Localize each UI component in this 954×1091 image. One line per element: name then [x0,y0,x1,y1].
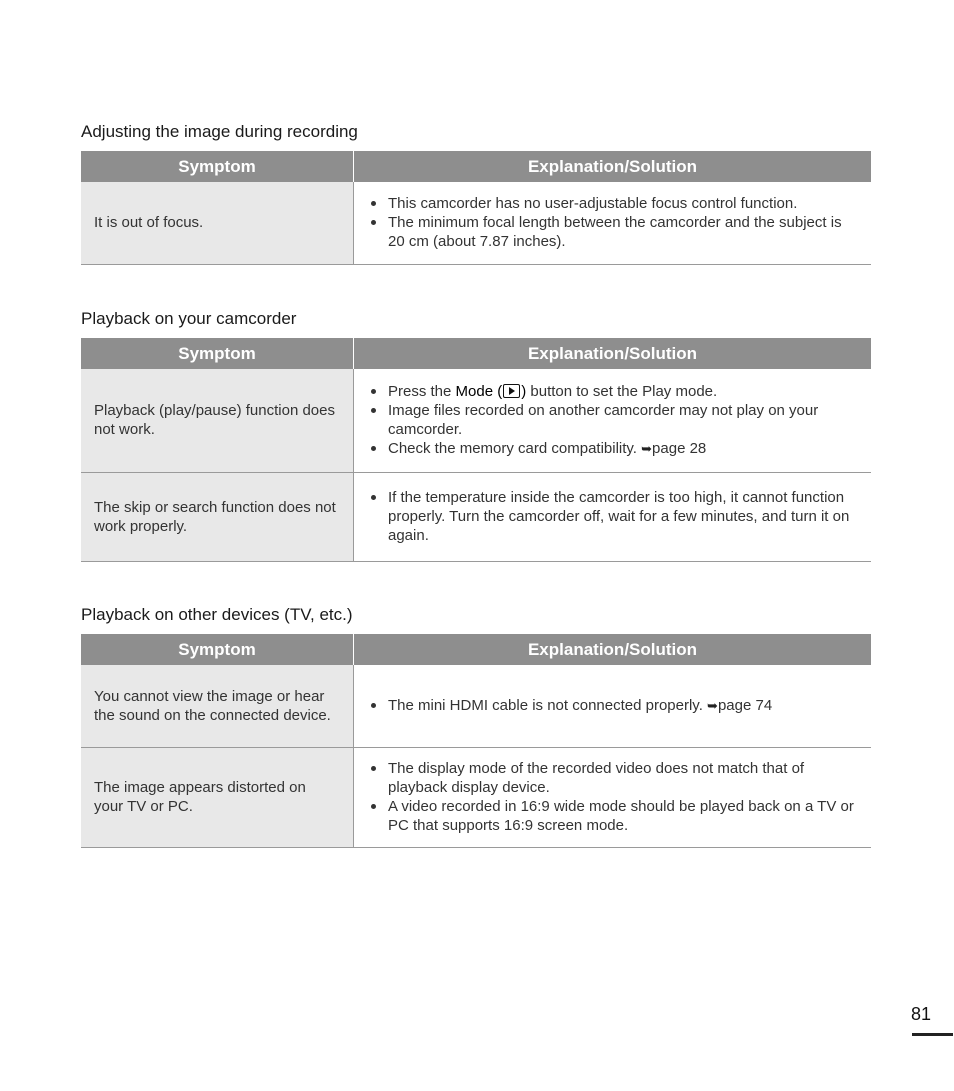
section-title-recording: Adjusting the image during recording [81,122,358,141]
table-row [81,665,871,747]
table-header-row [81,338,871,369]
solution-cell [354,747,872,847]
solution-item: A video recorded in 16:9 wide mode should be played back on a TV or PC that supports 16:9 screen mode. [369,797,860,835]
solution-list [355,759,870,835]
troubleshooting-table-playback-camcorder [81,338,871,562]
solution-item: The display mode of the recorded video does not match that of playback display device. [369,759,860,797]
solution-cell [354,472,872,561]
symptom-column-header: Symptom [81,151,354,182]
table-row [81,472,871,561]
solution-cell [354,182,872,264]
symptom-cell: It is out of focus. [81,182,354,264]
solution-item [369,382,860,401]
table-header-row [81,151,871,182]
solution-item: This camcorder has no user-adjustable focus control function. [369,194,860,213]
solution-item: The minimum focal length between the camcorder and the subject is 20 cm (about 7.87 inches). [369,213,860,251]
symptom-column-header: Symptom [81,634,354,665]
solution-list [355,696,870,715]
solution-column-header: Explanation/Solution [354,338,872,369]
solution-text: Press the [388,383,456,401]
symptom-column-header: Symptom [81,338,354,369]
solution-item: If the temperature inside the camcorder is too high, it cannot function properly. Turn the camcorder off, wait for a few minutes, and turn it on again. [369,488,860,545]
page-reference: page 74 [717,697,773,715]
table-row [81,182,871,264]
section-title-playback-other-devices: Playback on other devices (TV, etc.) [81,605,353,624]
page-reference-arrow-icon: ➥ [641,441,653,457]
symptom-cell: The image appears distorted on your TV or PC. [81,747,354,847]
symptom-cell: Playback (play/pause) function does not work. [81,369,354,472]
solution-cell [354,665,872,747]
symptom-cell: You cannot view the image or hear the sound on the connected device. [81,665,354,747]
page-number: 81 [911,1004,932,1024]
mode-button-label-close: ) [521,383,527,401]
table-row [81,747,871,847]
solution-list [355,194,870,251]
page-reference-arrow-icon: ➥ [707,698,718,714]
solution-cell [354,369,872,472]
page-reference: page 28 [652,440,707,458]
solution-text: Check the memory card compatibility. [388,440,642,458]
solution-text: button to set the Play mode. [526,383,718,401]
solution-column-header: Explanation/Solution [354,634,872,665]
solution-list [355,382,870,458]
section-title-playback-camcorder: Playback on your camcorder [81,309,297,328]
play-mode-icon [503,384,520,398]
table-row [81,369,871,472]
troubleshooting-table-playback-other-devices [81,634,871,848]
solution-column-header: Explanation/Solution [354,151,872,182]
solution-list [355,488,870,545]
symptom-cell: The skip or search function does not work properly. [81,472,354,561]
table-header-row [81,634,871,665]
troubleshooting-table-recording [81,151,871,265]
mode-button-label: Mode ( [455,383,503,401]
solution-item [369,439,860,458]
solution-item [369,696,860,715]
solution-item: Image files recorded on another camcorder may not play on your camcorder. [369,401,860,439]
page-number-rule [912,1033,953,1036]
solution-text: The mini HDMI cable is not connected properly. [388,697,708,715]
